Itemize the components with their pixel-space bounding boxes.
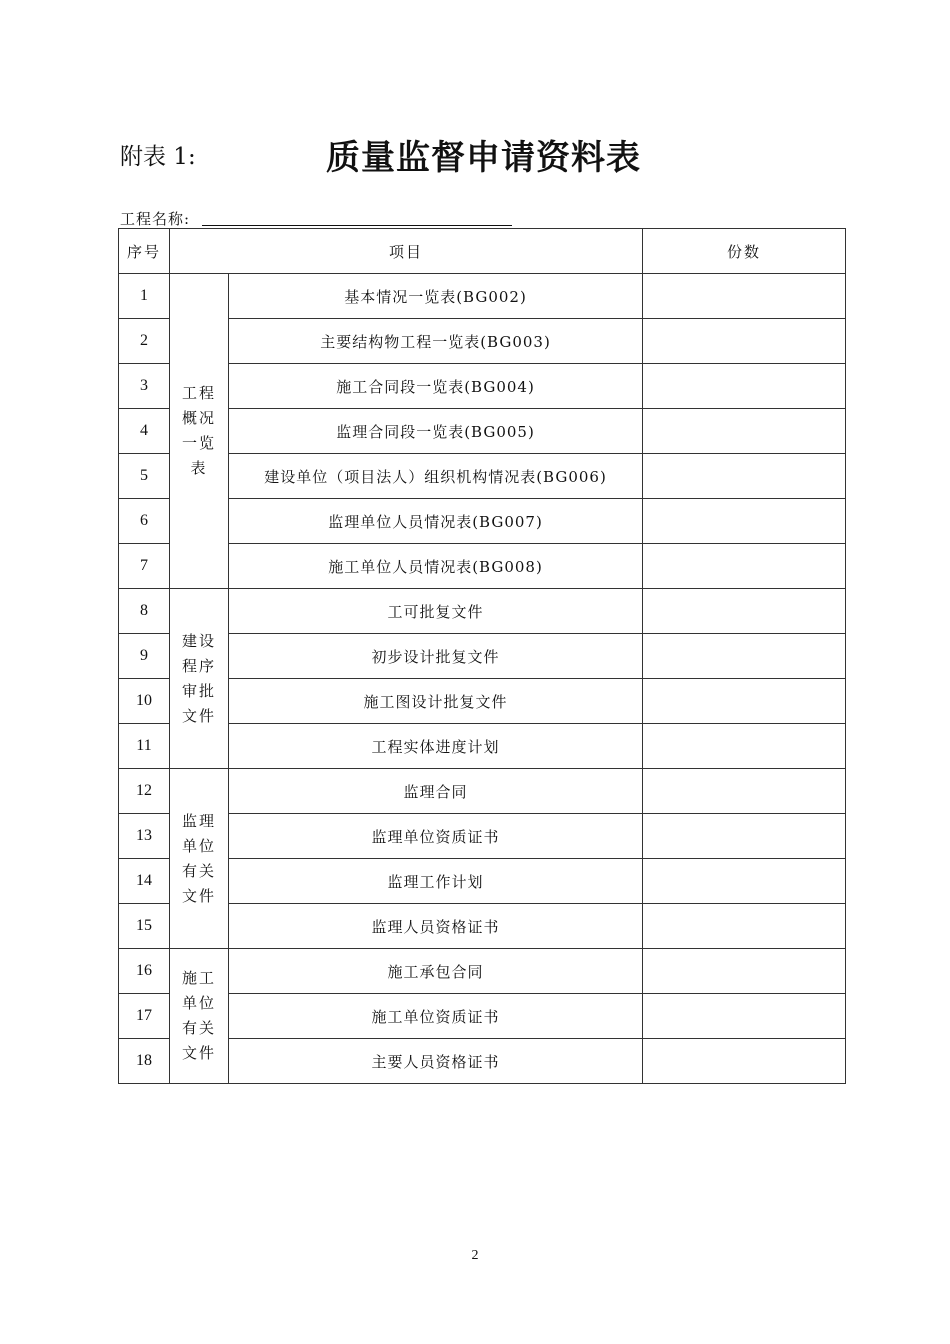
copies-cell[interactable] xyxy=(643,904,846,949)
item-name: 主要结构物工程一览表(BG003) xyxy=(229,319,643,364)
table-row xyxy=(119,274,846,319)
row-number: 7 xyxy=(119,544,170,589)
copies-cell[interactable] xyxy=(643,544,846,589)
row-number: 2 xyxy=(119,319,170,364)
group-label-line: 施工 xyxy=(181,969,216,987)
table-row xyxy=(119,589,846,634)
item-name: 监理人员资格证书 xyxy=(229,904,643,949)
page-number: 2 xyxy=(471,1248,479,1263)
copies-cell[interactable] xyxy=(643,499,846,544)
item-name: 监理单位人员情况表(BG007) xyxy=(229,499,643,544)
group-label xyxy=(170,949,229,1084)
table-row xyxy=(119,814,846,859)
item-name: 初步设计批复文件 xyxy=(229,634,643,679)
application-materials-table xyxy=(118,228,846,1084)
group-label-line: 单位 xyxy=(181,836,216,855)
attachment-label: 附表 1: xyxy=(120,144,196,170)
item-name: 基本情况一览表(BG002) xyxy=(229,274,643,319)
row-number: 13 xyxy=(119,814,170,859)
copies-cell[interactable] xyxy=(643,814,846,859)
table-header-row xyxy=(119,229,846,274)
item-name: 施工承包合同 xyxy=(229,949,643,994)
item-name: 监理工作计划 xyxy=(229,859,643,904)
item-name: 施工单位资质证书 xyxy=(229,994,643,1039)
copies-cell[interactable] xyxy=(643,319,846,364)
row-number: 4 xyxy=(119,409,170,454)
item-name: 施工单位人员情况表(BG008) xyxy=(229,544,643,589)
row-number: 1 xyxy=(119,274,170,319)
row-number: 16 xyxy=(119,949,170,994)
table-row xyxy=(119,859,846,904)
copies-column-header: 份数 xyxy=(643,229,846,274)
item-name: 施工合同段一览表(BG004) xyxy=(229,364,643,409)
group-label-line: 监理 xyxy=(181,811,216,830)
group-label-line: 有关 xyxy=(181,861,216,880)
item-name: 监理合同段一览表(BG005) xyxy=(229,409,643,454)
copies-cell[interactable] xyxy=(643,724,846,769)
item-name: 监理合同 xyxy=(229,769,643,814)
row-number: 14 xyxy=(119,859,170,904)
table-row xyxy=(119,679,846,724)
row-number: 10 xyxy=(119,679,170,724)
group-label-line: 程序 xyxy=(181,656,216,675)
group-label xyxy=(170,274,229,589)
group-label-line: 工程 xyxy=(181,384,216,402)
copies-cell[interactable] xyxy=(643,994,846,1039)
project-name-label: 工程名称: xyxy=(120,210,191,228)
group-label-line: 表 xyxy=(190,459,208,477)
copies-cell[interactable] xyxy=(643,364,846,409)
item-name: 主要人员资格证书 xyxy=(229,1039,643,1084)
group-label-line: 文件 xyxy=(181,886,216,905)
row-number: 17 xyxy=(119,994,170,1039)
project-name-blank-line xyxy=(202,225,512,226)
copies-cell[interactable] xyxy=(643,634,846,679)
row-number: 5 xyxy=(119,454,170,499)
table-row xyxy=(119,499,846,544)
group-label-line: 一览 xyxy=(181,434,216,452)
table-row xyxy=(119,364,846,409)
table-row xyxy=(119,949,846,994)
item-name: 施工图设计批复文件 xyxy=(229,679,643,724)
copies-cell[interactable] xyxy=(643,769,846,814)
table-body xyxy=(119,274,846,1084)
group-label-line: 单位 xyxy=(181,994,216,1012)
group-label xyxy=(170,769,229,949)
row-number: 18 xyxy=(119,1039,170,1084)
item-name: 监理单位资质证书 xyxy=(229,814,643,859)
row-number: 9 xyxy=(119,634,170,679)
table-row xyxy=(119,634,846,679)
item-name: 工程实体进度计划 xyxy=(229,724,643,769)
table-row xyxy=(119,769,846,814)
item-name: 建设单位（项目法人）组织机构情况表(BG006) xyxy=(229,454,643,499)
document-title: 质量监督申请资料表 xyxy=(326,138,641,178)
item-name: 工可批复文件 xyxy=(229,589,643,634)
seq-column-header: 序号 xyxy=(119,229,170,274)
table-row xyxy=(119,319,846,364)
row-number: 8 xyxy=(119,589,170,634)
row-number: 6 xyxy=(119,499,170,544)
copies-cell[interactable] xyxy=(643,679,846,724)
item-column-header: 项目 xyxy=(170,229,643,274)
table-row xyxy=(119,544,846,589)
table-row xyxy=(119,994,846,1039)
table-row xyxy=(119,454,846,499)
group-label-line: 建设 xyxy=(181,631,216,650)
copies-cell[interactable] xyxy=(643,454,846,499)
group-label-line: 文件 xyxy=(181,706,216,725)
group-label-line: 审批 xyxy=(181,681,216,700)
group-label-line: 概况 xyxy=(181,409,216,427)
copies-cell[interactable] xyxy=(643,859,846,904)
group-label-line: 有关 xyxy=(181,1019,216,1037)
row-number: 15 xyxy=(119,904,170,949)
row-number: 12 xyxy=(119,769,170,814)
copies-cell[interactable] xyxy=(643,949,846,994)
row-number: 3 xyxy=(119,364,170,409)
group-label xyxy=(170,589,229,769)
row-number: 11 xyxy=(119,724,170,769)
table-row xyxy=(119,904,846,949)
table-row xyxy=(119,409,846,454)
copies-cell[interactable] xyxy=(643,274,846,319)
copies-cell[interactable] xyxy=(643,589,846,634)
group-label-line: 文件 xyxy=(181,1044,216,1062)
copies-cell[interactable] xyxy=(643,409,846,454)
copies-cell[interactable] xyxy=(643,1039,846,1084)
table-row xyxy=(119,1039,846,1084)
table-row xyxy=(119,724,846,769)
